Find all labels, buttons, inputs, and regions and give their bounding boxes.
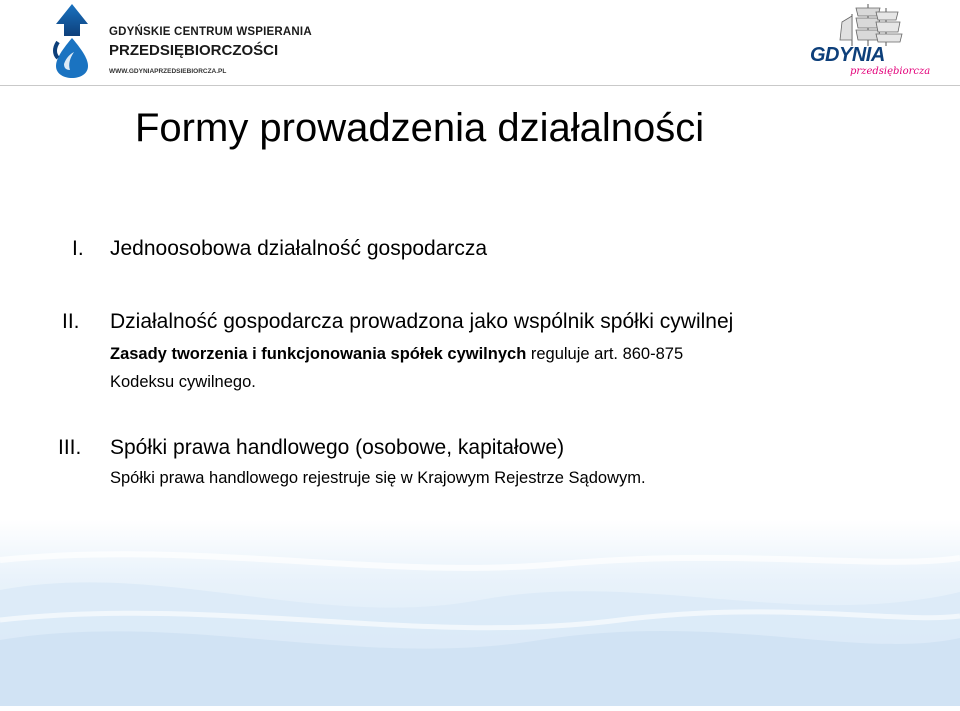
item-2-detail-rest: reguluje art. 860-875: [526, 345, 684, 363]
item-text-3: Spółki prawa handlowego (osobowe, kapitałowe): [110, 436, 565, 459]
item-number-3: III.: [58, 436, 82, 459]
org-url: WWW.GDYNIAPRZEDSIEBIORCZA.PL: [109, 68, 227, 75]
header-divider: [0, 85, 960, 86]
item-text-2: Działalność gospodarcza prowadzona jako wspólnik spółki cywilnej: [110, 310, 734, 333]
org-name-line2: PRZEDSIĘBIORCZOŚCI: [109, 42, 279, 59]
gdynia-wordmark: GDYNIA: [810, 44, 885, 66]
slide-header: [0, 0, 960, 88]
gdynia-tagline: przedsiębiorcza: [850, 66, 931, 77]
org-name-line1: GDYŃSKIE CENTRUM WSPIERANIA: [109, 26, 312, 38]
item-number-2: II.: [62, 310, 80, 333]
arrow-drop-logo-icon: [50, 2, 106, 78]
item-number-1: I.: [72, 237, 84, 260]
item-2-detail-bold: Zasady tworzenia i funkcjonowania spółek cywilnych: [110, 345, 527, 363]
gdynia-logo: [806, 0, 931, 86]
item-3-detail-line1: Spółki prawa handlowego rejestruje się w Krajowym Rejestrze Sądowym.: [110, 469, 646, 487]
item-2-detail-line2: Kodeksu cywilnego.: [110, 373, 256, 391]
item-2-detail-line1: [110, 340, 683, 368]
gcwp-logo: [50, 2, 310, 78]
wave-footer-decoration: [0, 520, 960, 706]
slide-title: Formy prowadzenia działalności: [135, 106, 705, 150]
item-text-1: Jednoosobowa działalność gospodarcza: [110, 237, 488, 260]
wave-decoration-icon: [0, 520, 960, 706]
